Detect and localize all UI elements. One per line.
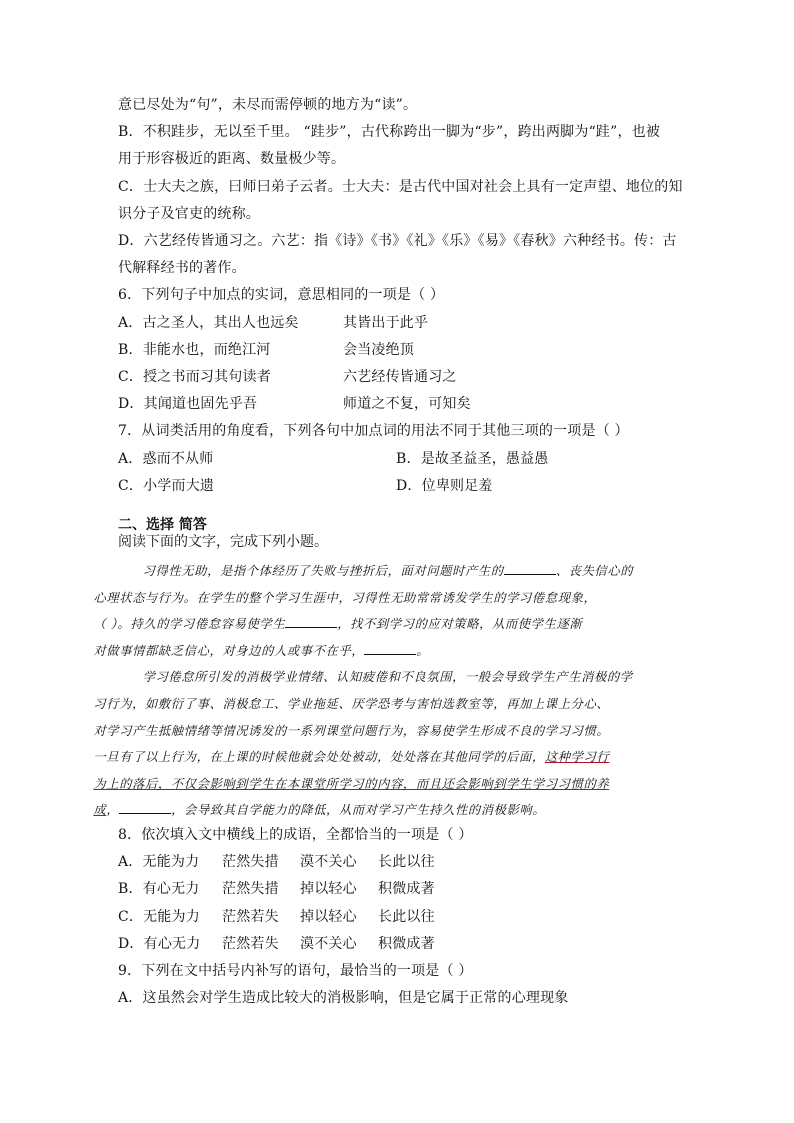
option-left: C．授之书而习其句读者 <box>118 369 271 386</box>
question-7-stem: 7．从词类活用的角度看，下列各句中加点词的用法不同于其他三项的一项是（ ） <box>118 423 629 440</box>
section-intro: 阅读下面的文字，完成下列小题。 <box>118 534 328 551</box>
question-7-option-row <box>118 446 678 473</box>
fill-blank <box>504 562 556 575</box>
reading-passage <box>93 558 678 824</box>
text-line: 意已尽处为“句”，未尽而需停顿的地方为“读”。 <box>118 97 418 113</box>
document-page <box>93 92 683 1012</box>
passage-paragraph-2: 学习倦怠所引发的消极学业情绪、认知疲倦和不良氛围，一般会导致学生产生消极的学 习行为，如敷衍了事、消极怠工、学业拖延、厌学恐考与害怕选教室等，再加上课上分心、 对学习产生抵触情绪等情况诱发的一系列课堂问题行为，容易使学生形成不良的学习习惯。 一旦有了以上行为，在上课的时候他就会处处被动，处处落在其他同学的后面，这种学习行 为上的落后，不仅会影响到学生在本课堂所学习的内容，而且还会影响到学生学习习惯的养 成， ，会导致其自学能力的降低，从而对学习产生持久性的消极影响。 <box>93 670 633 818</box>
text-line: D．六艺经传皆通习之。六艺：指《诗》《书》《礼》《乐》《易》《春秋》六种经书。传：古 <box>118 233 677 250</box>
fill-blank <box>285 615 337 628</box>
question-6-option <box>118 337 678 364</box>
underlined-sentence: 为上的落后，不仅会影响到学生在本课堂所学习的内容，而且还会影响到学生学习习惯的养 <box>93 776 610 791</box>
question-8-option: A．无能为力 茫然失措 漠不关心 长此以往 <box>118 854 435 871</box>
text-line: B．不积跬步，无以至千里。 “跬步”，古代称跨出一脚为“步”，跨出两脚为“跬”，也被 <box>118 124 661 141</box>
question-6-option <box>118 364 678 391</box>
question-8-option: C．无能为力 茫然若失 掉以轻心 长此以往 <box>118 908 435 925</box>
question-6-option <box>118 391 678 418</box>
option-b: B．是故圣益圣，愚益愚 <box>396 450 549 467</box>
option-right: 六艺经传皆通习之 <box>343 369 457 386</box>
option-right: 师道之不复，可知矣 <box>343 396 471 413</box>
question-9-option-a: A．这虽然会对学生造成比较大的消极影响，但是它属于正常的心理现象 <box>118 990 569 1007</box>
option-left: A．古之圣人，其出人也远矣 <box>118 314 299 331</box>
option-a: A．惑而不从师 <box>118 450 214 467</box>
fill-blank <box>364 642 416 655</box>
option-left: D．其闻道也固先乎吾 <box>118 396 258 413</box>
option-left: B．非能水也，而绝江河 <box>118 341 271 358</box>
passage-paragraph-1: 习得性无助，是指个体经历了失败与挫折后，面对问题时产生的 、丧失信心的 心理状态与行为。在学生的整个学习生涯中，习得性无助常常诱发学生的学习倦怠现象， （ ）。持久的学习倦怠容易使学生 ，找不到学习的应对策略，从而使学生逐渐 对做事情都缺乏信心，对身边的人或事不在乎， 。 <box>93 564 634 658</box>
section-title: 二、选择 简答 <box>118 517 207 534</box>
question-6-stem: 6．下列句子中加点的实词，意思相同的一项是（ ） <box>118 287 445 304</box>
question-8-option: B．有心无力 茫然失措 掉以轻心 积微成著 <box>118 881 435 898</box>
question-8-stem: 8．依次填入文中横线上的成语，全都恰当的一项是（ ） <box>118 826 473 843</box>
fill-blank <box>119 801 171 814</box>
text-line: 识分子及官吏的统称。 <box>118 205 260 222</box>
underlined-sentence: 这种学习行 <box>544 750 610 765</box>
question-7-option-row <box>118 473 678 500</box>
question-8-option: D．有心无力 茫然若失 漠不关心 积微成著 <box>118 935 435 952</box>
option-right: 会当凌绝顶 <box>343 341 414 358</box>
underlined-sentence: 成 <box>93 803 107 818</box>
text-line: 代解释经书的著作。 <box>118 260 246 277</box>
option-right: 其皆出于此乎 <box>343 314 429 331</box>
text-line: 用于形容极近的距离、数量极少等。 <box>118 151 346 168</box>
option-d: D．位卑则足羞 <box>396 477 493 494</box>
option-c: C．小学而大遗 <box>118 477 215 494</box>
question-6-option <box>118 310 678 337</box>
text-line: C．士大夫之族，曰师曰弟子云者。士大夫：是古代中国对社会上具有一定声望、地位的知 <box>118 178 683 195</box>
question-9-stem: 9．下列在文中括号内补写的语句，最恰当的一项是（ ） <box>118 963 473 979</box>
